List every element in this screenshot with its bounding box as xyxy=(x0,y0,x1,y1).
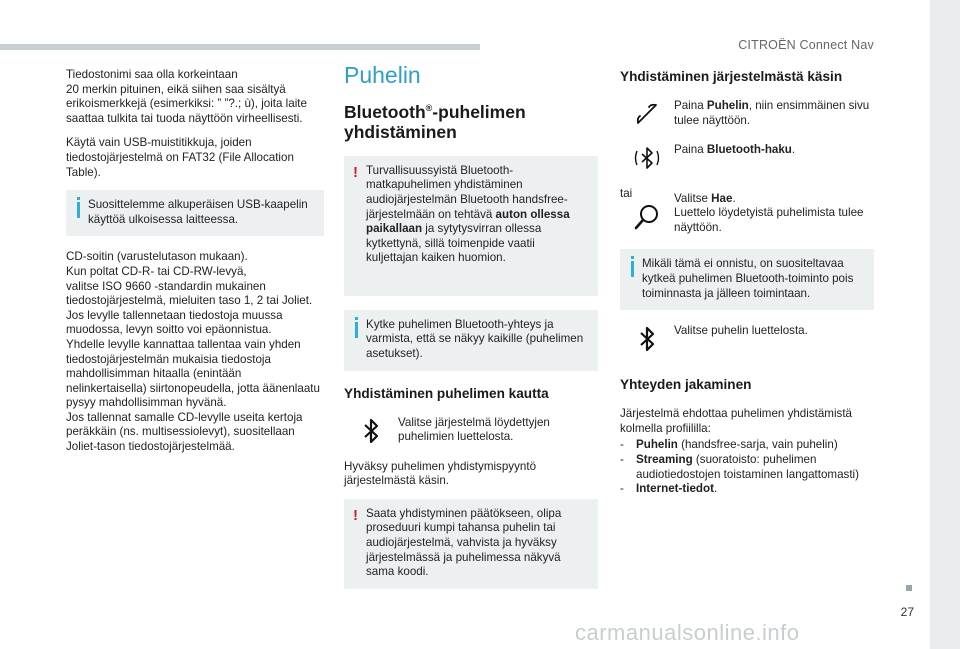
bluetooth-search-icon xyxy=(632,143,662,173)
filename-paragraph: Tiedostonimi saa olla korkeintaan 20 merkin pituinen, eikä siihen saa sisältyä erikoismerkkejä (esimerkiksi: ” ”?.; ù), joita laite saattaa tulkita tai tuoda näyttöön virheellisesti. xyxy=(66,68,307,125)
list-item: - Streaming (suoratoisto: puhelimen audiotiedostojen toistaminen langattomasti) xyxy=(620,453,874,482)
end-marker xyxy=(906,585,912,591)
usb-paragraph: Käytä vain USB-muistitikkuja, joiden tiedostojärjestelmä on FAT32 (File Allocation Table). xyxy=(66,136,294,179)
profiles-intro: Järjestelmä ehdottaa puhelimen yhdistämistä kolmella profiililla: xyxy=(620,407,852,435)
watermark: carmanualsonline.info xyxy=(575,620,800,645)
code-warning-note xyxy=(344,499,598,589)
list-item: - Puhelin (handsfree-sarja, vain puhelin) xyxy=(620,438,874,453)
cd-paragraph: CD-soitin (varustelutason mukaan). Kun poltat CD-R- tai CD-RW-levyä, valitse ISO 9660 -standardin mukainen tiedostojärjestelmä, mieluiten taso 1, 2 tai Joliet. Jos levylle tallennetaan tiedostoja muussa muodossa, levyn soitto voi epäonnistua. Yhdelle levylle kannattaa tallentaa vain yhden tiedostojärjestelmän mukaisia tiedostoja mahdollisimman hitaalla (enintään nelinkertaisella) siirtonopeudella, jotta äänenlaatu pysyy mahdollisimman hyvänä. Jos tallennat samalle CD-levylle useita kertoja peräkkäin (ns. multisessiolevyt), suositellaan Joliet-tason tiedostojärjestelmää. xyxy=(66,250,320,454)
section-title: Puhelin xyxy=(344,62,421,88)
visibility-info-note xyxy=(344,310,598,371)
bluetooth-icon xyxy=(356,416,386,446)
retry-info-text: Mikäli tämä ei onnistu, on suositeltavaa kytkeä puhelimen Bluetooth-toiminto pois toiminnasta ja jälleen toimintaan. xyxy=(642,257,854,300)
page-number: 27 xyxy=(900,605,914,619)
visibility-info-text: Kytke puhelimen Bluetooth-yhteys ja varmista, että se näkyy kaikille (puhelimen asetukset). xyxy=(366,317,584,361)
accept-paragraph: Hyväksy puhelimen yhdistymispyyntö järjestelmästä käsin. xyxy=(344,459,537,488)
step-bluetooth-search: Paina Bluetooth-haku. xyxy=(620,143,874,177)
warning-icon: ! xyxy=(353,163,358,181)
step-search: Valitse Hae. Luettelo löydetyistä puhelimista tulee näyttöön. xyxy=(620,192,874,236)
or-label: tai xyxy=(620,187,633,200)
info-icon xyxy=(355,322,358,338)
safety-warning-note: ! Turvallisuussyistä Bluetooth-matkapuhelimen yhdistäminen audiojärjestelmän Bluetooth handsfree-järjestelmään on tehtävä auton ollessa paikallaan ja sytytysvirran ollessa kytkettynä, sillä toimenpide vaatii kuljettajan kaiken huomion. xyxy=(344,156,598,296)
bluetooth-icon xyxy=(632,324,662,354)
warning-icon: ! xyxy=(353,506,358,524)
phone-pairing-heading: Yhdistäminen puhelimen kautta xyxy=(344,385,549,401)
middle-column xyxy=(344,62,598,603)
code-warning-text: Saata yhdistyminen päätökseen, olipa proseduuri kumpi tahansa puhelin tai audiojärjestelmä, vahvista ja hyväksy järjestelmässä ja puhelimessa näkyvä sama koodi. xyxy=(366,506,562,579)
step-select-phone: Valitse puhelin luettelosta. xyxy=(620,324,874,358)
info-icon xyxy=(631,261,634,277)
brand-label: CITROËN Connect Nav xyxy=(738,38,874,52)
system-pairing-heading: Yhdistäminen järjestelmästä käsin xyxy=(620,69,843,84)
header-rule xyxy=(0,44,480,50)
list-item: - Internet-tiedot. xyxy=(620,482,874,497)
page-edge-band xyxy=(930,0,960,649)
step-select-system: Valitse järjestelmä löydettyjen puhelimien luettelosta. xyxy=(344,416,598,450)
right-column xyxy=(620,62,874,497)
profiles-list xyxy=(620,438,874,496)
info-icon xyxy=(77,202,80,218)
bluetooth-heading: Bluetooth®-puhelimen yhdistäminen xyxy=(344,101,526,142)
left-column xyxy=(66,68,324,465)
usb-cable-note xyxy=(66,190,324,236)
phone-handset-icon xyxy=(632,99,662,129)
step-press-phone: Paina Puhelin, niin ensimmäinen sivu tulee näyttöön. xyxy=(620,99,874,133)
usb-cable-note-text: Suosittelemme alkuperäisen USB-kaapelin käyttöä ulkoisessa laitteessa. xyxy=(88,198,308,226)
magnifier-icon xyxy=(632,202,662,232)
retry-info-note xyxy=(620,249,874,310)
connection-sharing-heading: Yhteyden jakaminen xyxy=(620,377,752,393)
